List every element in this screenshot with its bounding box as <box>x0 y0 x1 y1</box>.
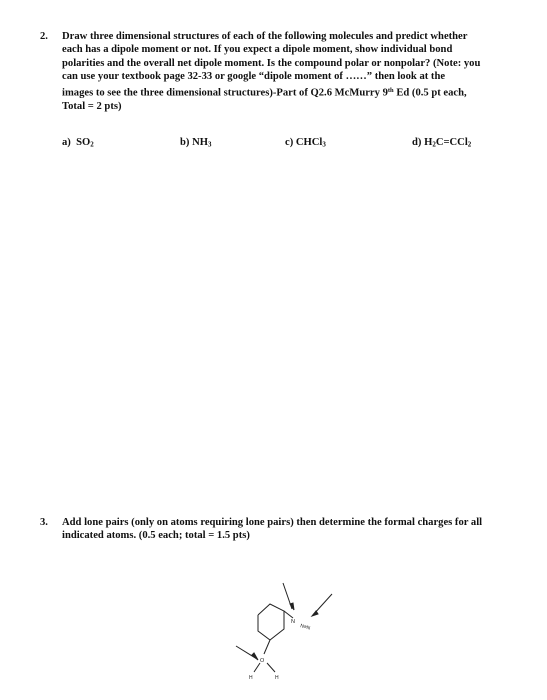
cyclohexane-ring <box>258 604 284 640</box>
q2-line-1: Draw three dimensional structures of each of the following molecules and predict whether <box>62 31 468 42</box>
part-d-tail: C=CCl <box>435 137 468 148</box>
q2-line-6: Total = 2 pts) <box>62 100 122 112</box>
arrow-diazo-head <box>312 611 318 616</box>
question-3-number: 3. <box>40 517 48 528</box>
q2-line-5-a: images to see the three dimensional structures)-Part of Q2.6 McMurry 9 <box>62 87 388 99</box>
atom-diazo: N≡N <box>299 623 311 632</box>
part-b-sub: 3 <box>207 140 212 149</box>
q3-line-2: indicated atoms. (0.5 each; total = 1.5 pts) <box>62 530 250 542</box>
atom-h-right: H <box>275 675 279 681</box>
question-2-number: 2. <box>40 31 48 42</box>
bond-o-h-left <box>254 663 260 672</box>
part-d-formula: H <box>424 137 433 148</box>
part-c-sub: 3 <box>322 140 326 149</box>
q3-line-1: Add lone pairs (only on atoms requiring lone pairs) then determine the formal charges for all <box>62 517 483 528</box>
part-a-formula: SO <box>76 137 91 148</box>
atom-o: O <box>260 658 265 664</box>
part-b-label: b) <box>180 137 190 148</box>
q2-line-3: polarities and the overall net dipole moment. Is the compound polar or nonpolar? (Note: you <box>62 57 481 69</box>
bond-ring-n <box>284 611 293 618</box>
q2-line-2: each has a dipole moment or not. If you expect a dipole moment, show individual bond <box>62 44 453 56</box>
part-c-formula: CHCl <box>295 137 323 148</box>
part-a-sub: 2 <box>90 140 94 149</box>
part-d-label: d) <box>412 137 422 148</box>
part-a-label: a) <box>62 137 71 148</box>
q2-line-4: can use your textbook page 32-33 or google “dipole moment of ……” then look at the <box>62 71 446 83</box>
bond-o-h-right <box>267 663 275 672</box>
bond-ring-o <box>264 640 270 654</box>
part-c-label: c) <box>285 137 294 148</box>
part-d-sub2: 2 <box>467 140 472 149</box>
atom-n: N <box>291 619 295 625</box>
q2-line-5-sup: th <box>387 86 394 94</box>
part-b-formula: NH <box>192 137 208 148</box>
q2-line-5-b: Ed (0.5 pt each, <box>393 87 467 99</box>
atom-h-left: H <box>249 675 253 681</box>
part-d-sub: 2 <box>432 140 436 149</box>
